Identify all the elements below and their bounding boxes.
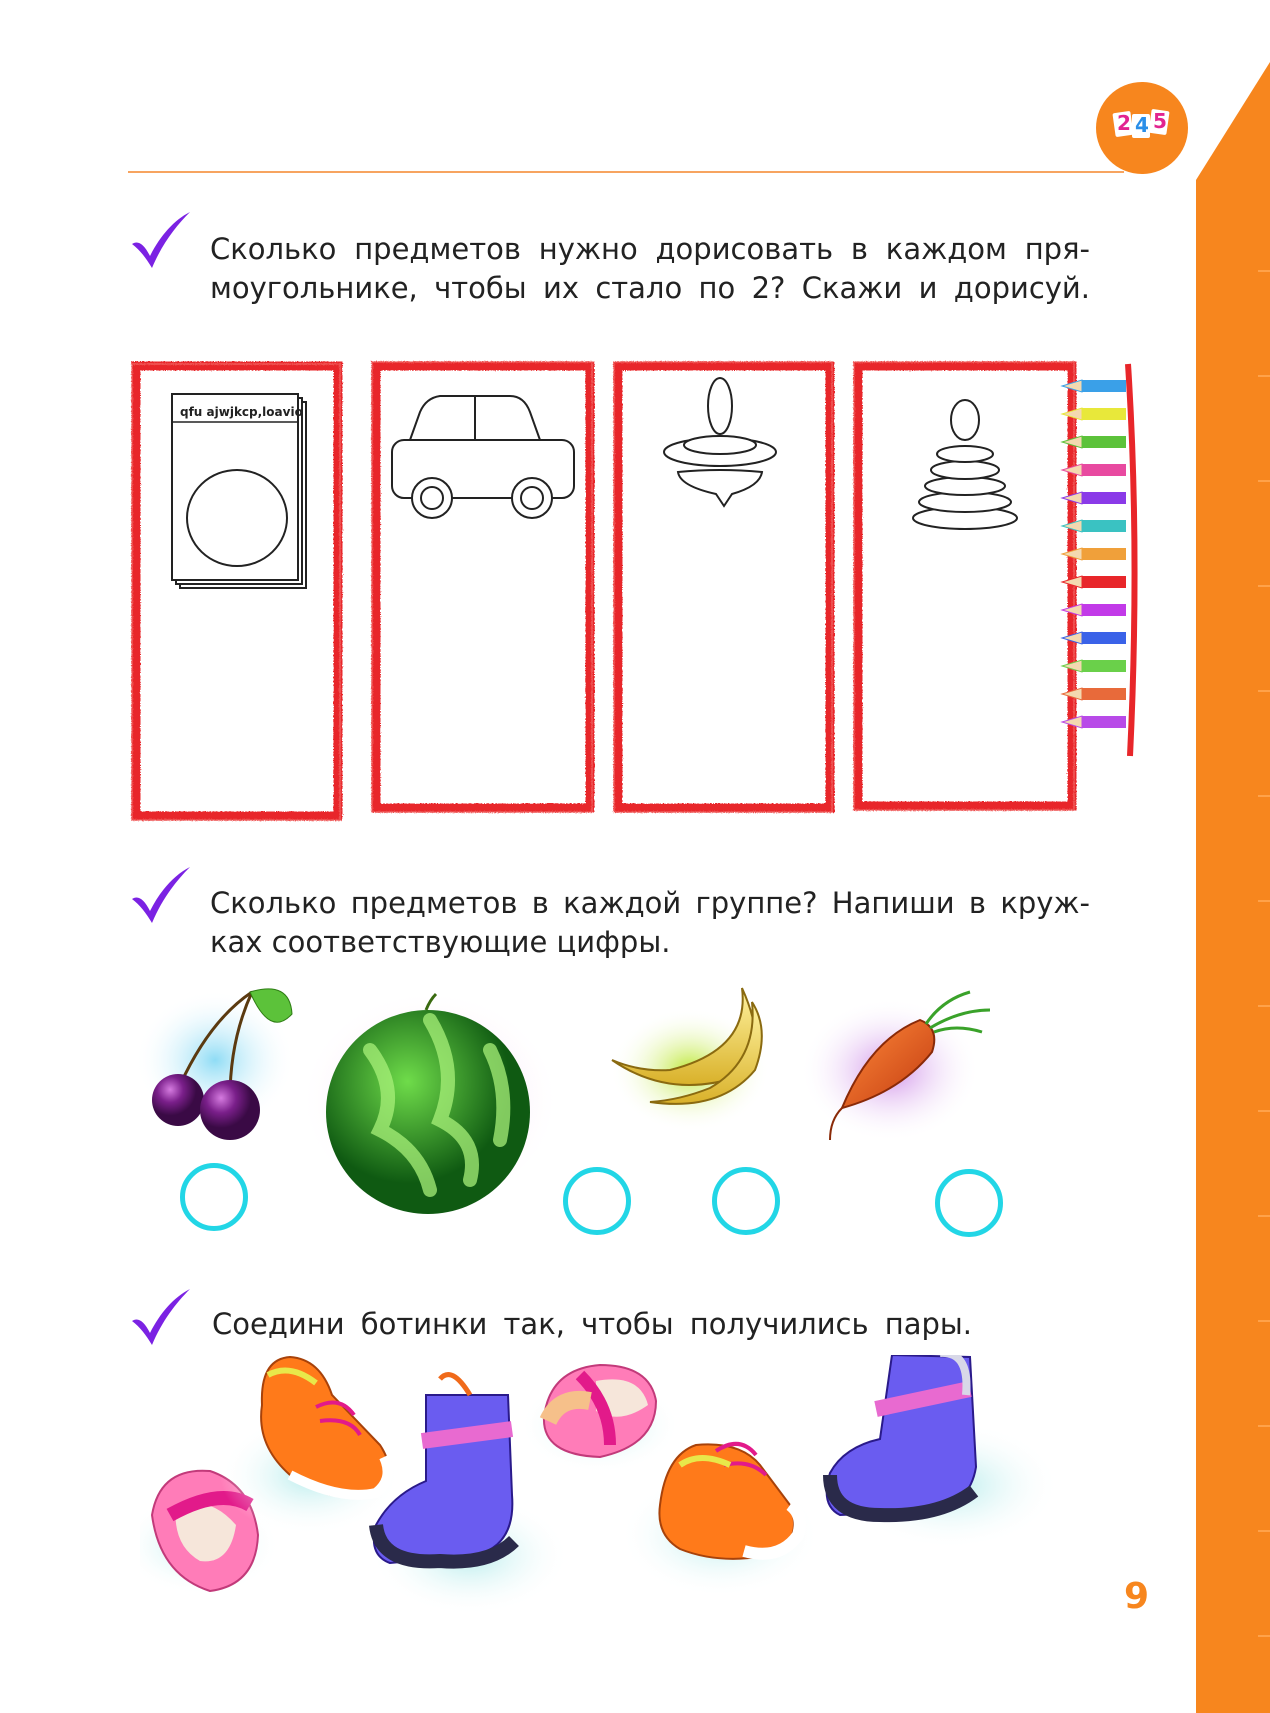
pencil-tip bbox=[1062, 548, 1082, 560]
pencil-tip bbox=[1062, 408, 1082, 420]
pencil-tip bbox=[1062, 520, 1082, 532]
ring-pyramid-icon bbox=[913, 400, 1017, 529]
pencil-tip bbox=[1062, 604, 1082, 616]
pencil-tip bbox=[1062, 576, 1082, 588]
pencil-icon bbox=[1082, 604, 1126, 616]
task-1-line-2: моугольнике, чтобы их стало по 2? Скажи и дорисуй. bbox=[210, 271, 1090, 305]
answer-circle-carrot[interactable] bbox=[935, 1169, 1003, 1237]
pencil-icon bbox=[1082, 632, 1126, 644]
pencil-tip bbox=[1062, 380, 1082, 392]
pencil-icon bbox=[1082, 716, 1126, 728]
pencil-icon bbox=[1082, 660, 1126, 672]
task-1-instruction bbox=[210, 230, 1090, 308]
checkmark-icon bbox=[128, 210, 192, 270]
page-number: 9 bbox=[1124, 1576, 1150, 1617]
blue-boot-icon[interactable] bbox=[827, 1355, 1060, 1549]
task-3-line-1: Соедини ботинки так, чтобы получились пары. bbox=[212, 1307, 972, 1341]
orange-sneaker-icon[interactable] bbox=[220, 1357, 400, 1535]
task-3-instruction bbox=[212, 1305, 972, 1344]
badge-digit: 4 bbox=[1135, 113, 1149, 137]
pencil-tip bbox=[1062, 660, 1082, 672]
colored-pencils-decoration bbox=[1058, 360, 1140, 760]
pencil-tip bbox=[1062, 632, 1082, 644]
pencil-icon bbox=[1082, 380, 1126, 392]
pink-shoe-icon[interactable] bbox=[520, 1365, 680, 1473]
carrot-icon bbox=[800, 992, 990, 1142]
orange-sneaker-icon[interactable] bbox=[620, 1444, 820, 1597]
pencil-tip bbox=[1062, 716, 1082, 728]
pencil-icon bbox=[1082, 576, 1126, 588]
pencil-icon bbox=[1082, 408, 1126, 420]
checkmark-icon bbox=[128, 1287, 192, 1347]
watermelon-icon bbox=[300, 990, 560, 1214]
task-3-shoes bbox=[140, 1355, 1100, 1645]
pencil-tip bbox=[1062, 464, 1082, 476]
pencil-icon bbox=[1082, 492, 1126, 504]
pencil-icon bbox=[1082, 520, 1126, 532]
book-icon bbox=[172, 394, 306, 588]
task-1-line-1: Сколько предметов нужно дорисовать в каждом пря- bbox=[210, 232, 1090, 266]
car-icon bbox=[392, 396, 574, 518]
pencil-icon bbox=[1082, 436, 1126, 448]
task-2-line-2: ках соответствующие цифры. bbox=[210, 925, 671, 959]
bananas-icon bbox=[610, 988, 770, 1132]
pencil-tip bbox=[1062, 688, 1082, 700]
badge-digit: 2 bbox=[1117, 111, 1131, 135]
task-2-instruction bbox=[210, 884, 1090, 962]
cherries-icon bbox=[135, 989, 295, 1140]
pencil-tip bbox=[1062, 492, 1082, 504]
pencil-icon bbox=[1082, 548, 1126, 560]
spinning-top-icon bbox=[664, 378, 776, 506]
book-title: qfu ajwjkcp,loavio bbox=[180, 405, 303, 419]
answer-circle-watermelon[interactable] bbox=[563, 1167, 631, 1235]
task-2-line-1: Сколько предметов в каждой группе? Напиши в круж- bbox=[210, 886, 1090, 920]
badge-digit: 5 bbox=[1153, 109, 1167, 133]
pencil-icon bbox=[1082, 464, 1126, 476]
checkmark-icon bbox=[128, 865, 192, 925]
pencil-icon bbox=[1082, 688, 1126, 700]
numbers-section-badge bbox=[1096, 82, 1188, 174]
pencil-tip bbox=[1062, 436, 1082, 448]
answer-circle-cherries[interactable] bbox=[180, 1163, 248, 1231]
answer-circle-bananas[interactable] bbox=[712, 1167, 780, 1235]
task-1-drawing-area bbox=[120, 350, 1180, 830]
